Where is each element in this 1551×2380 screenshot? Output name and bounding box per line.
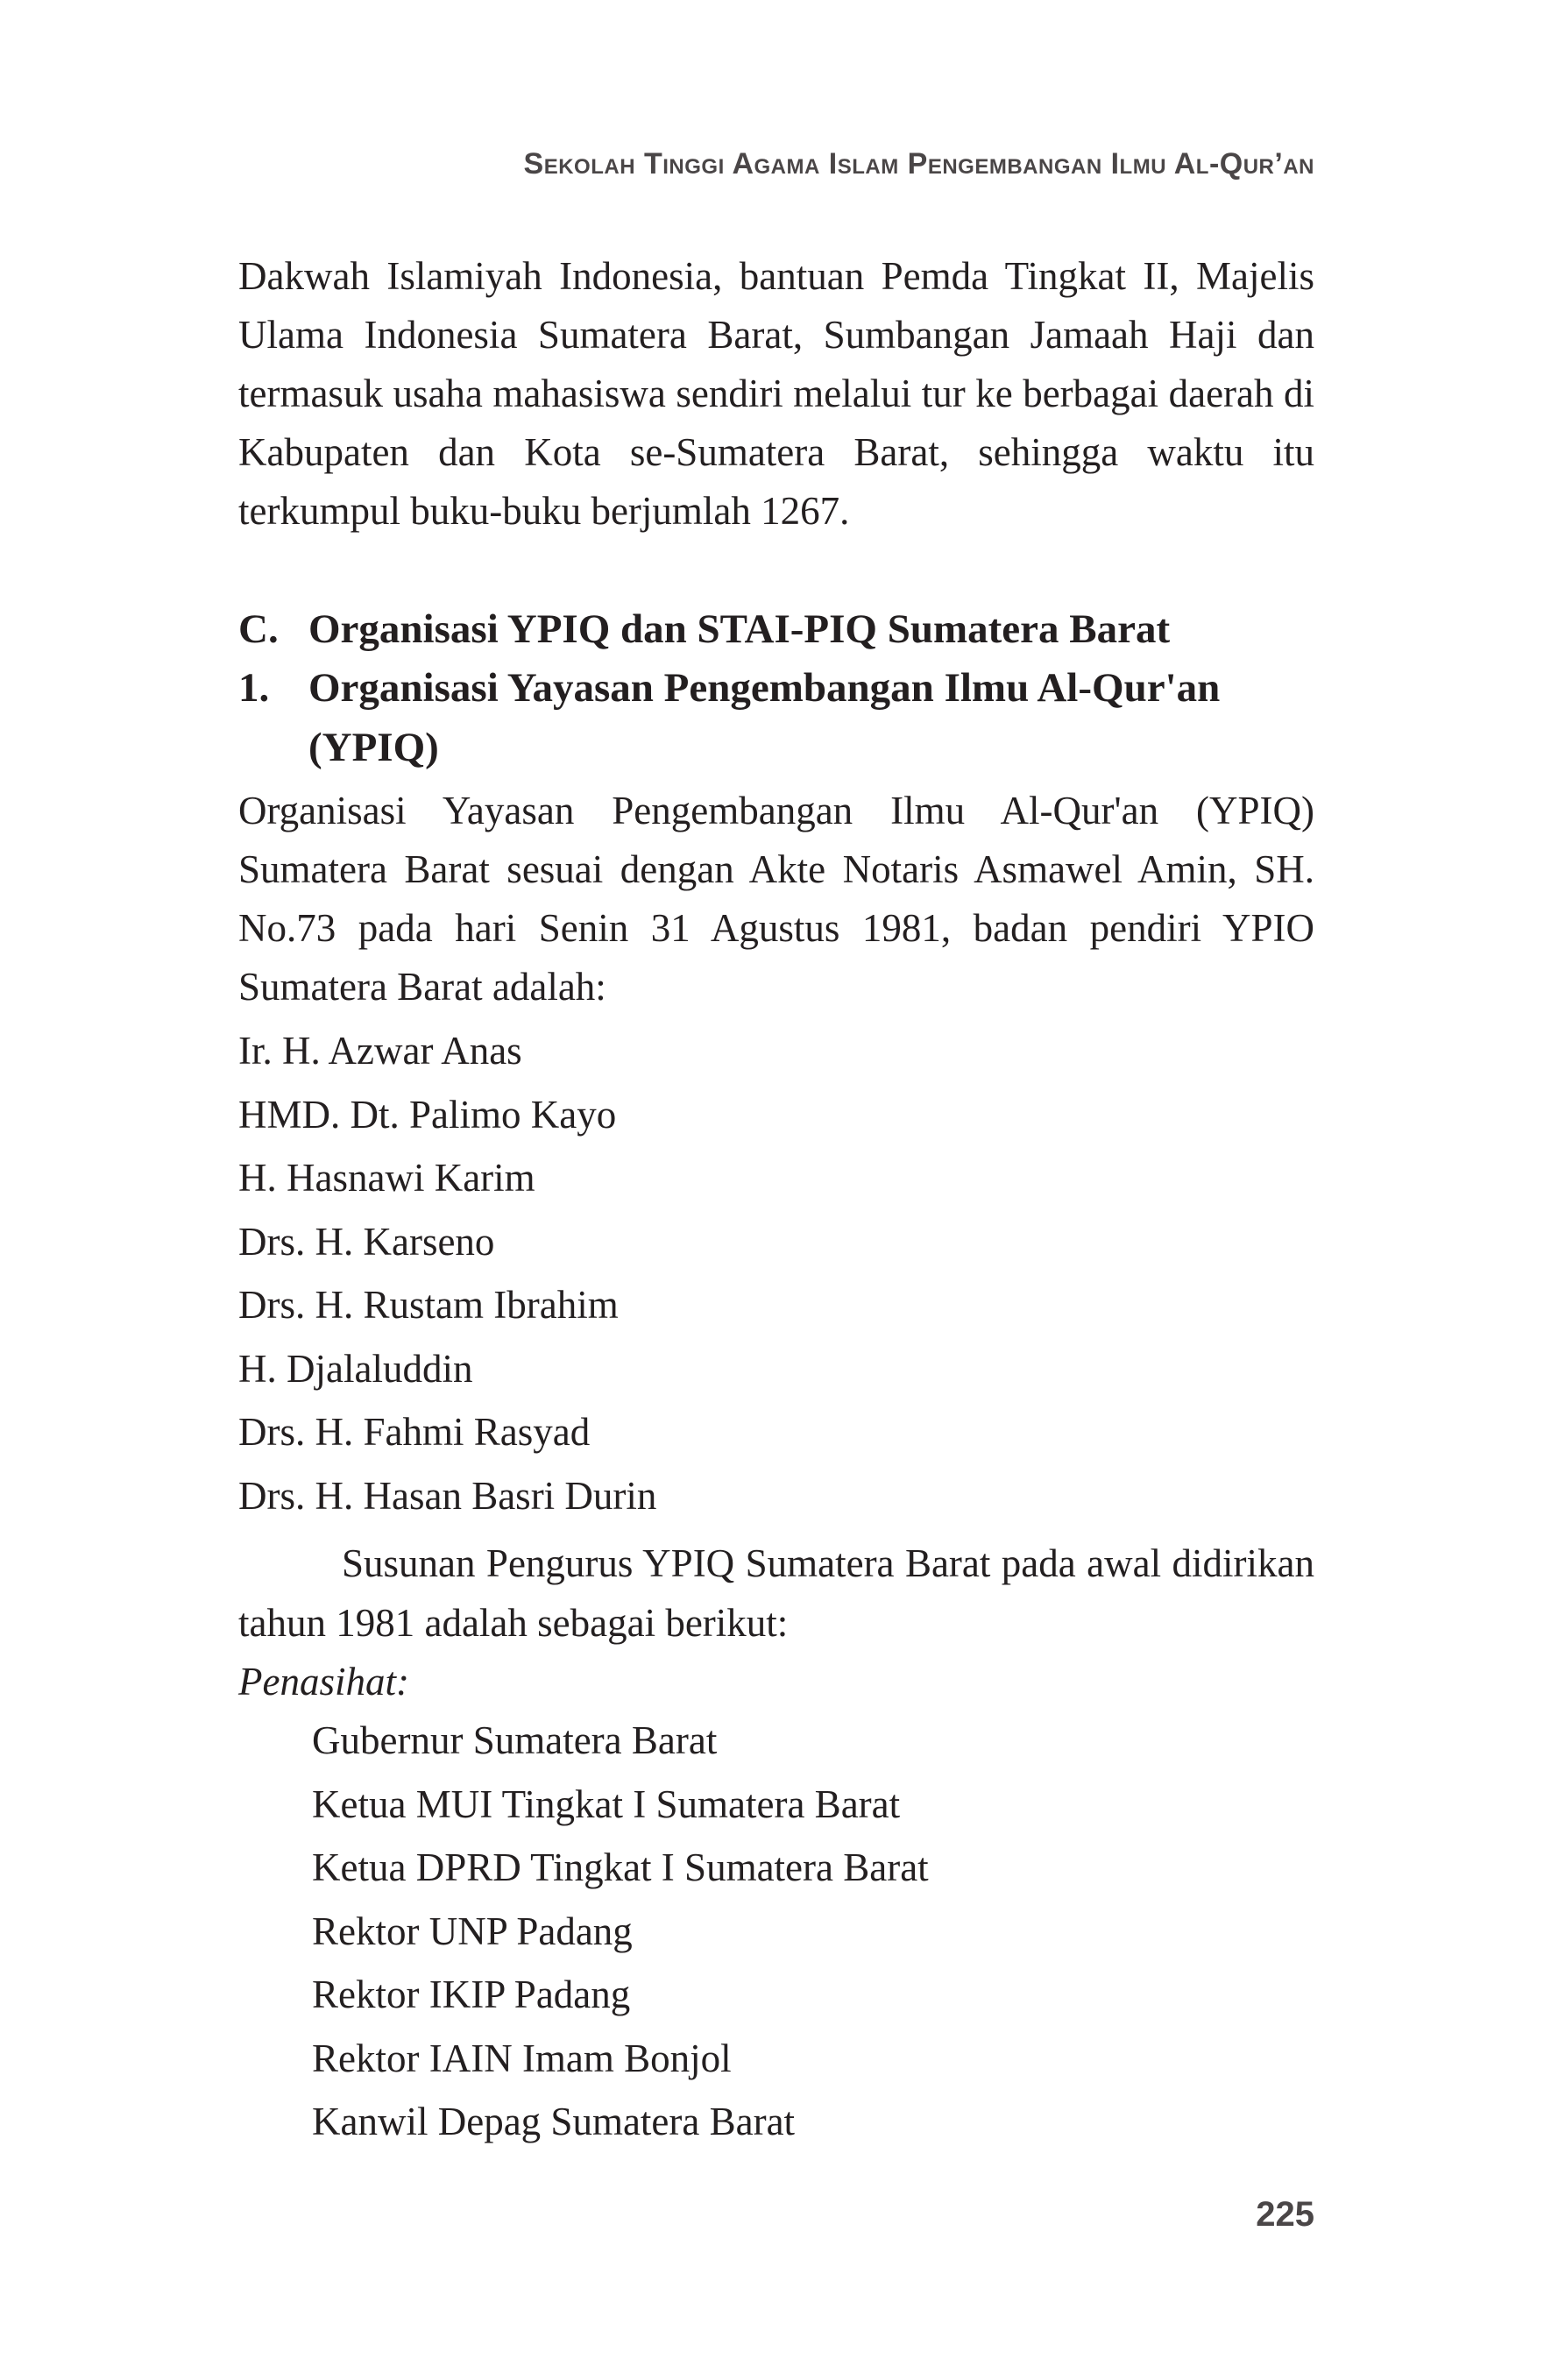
list-item: Rektor UNP Padang: [312, 1909, 633, 1953]
advisers-label: Penasihat:: [238, 1660, 409, 1704]
running-head: Sekolah Tinggi Agama Islam Pengembangan Ilmu Al-Qur’an: [523, 147, 1314, 181]
page-number: 225: [1256, 2195, 1314, 2234]
founders-list: [238, 1019, 656, 1527]
subsection-heading-1: [238, 659, 1325, 717]
list-item: Drs. H. Karseno: [238, 1219, 495, 1264]
list-item: Rektor IAIN Imam Bonjol: [312, 2036, 732, 2080]
subsection-title-line1: Organisasi Yayasan Pengembangan Ilmu Al-Qur'an: [308, 665, 1221, 711]
list-item: H. Djalaluddin: [238, 1346, 473, 1391]
subsection-title-line2: (YPIQ): [308, 725, 439, 770]
section-title: Organisasi YPIQ dan STAI-PIQ Sumatera Barat: [308, 606, 1171, 652]
list-item: Drs. H. Rustam Ibrahim: [238, 1283, 619, 1327]
paragraph-2: Organisasi Yayasan Pengembangan Ilmu Al-Qur'an (YPIQ) Sumatera Barat sesuai dengan Akte Notaris Asmawel Amin, SH. No.73 pada hari Senin 31 Agustus 1981, badan pendiri YPIO Sumatera Barat adalah:: [238, 789, 1314, 1009]
subsection-number: 1.: [238, 665, 270, 711]
section-heading-c: [238, 600, 1325, 658]
list-item: Gubernur Sumatera Barat: [312, 1718, 718, 1762]
list-item: Kanwil Depag Sumatera Barat: [312, 2100, 796, 2143]
list-item: HMD. Dt. Palimo Kayo: [238, 1092, 617, 1137]
list-item: Rektor IKIP Padang: [312, 1973, 631, 2016]
paragraph-1: Dakwah Islamiyah Indonesia, bantuan Pemda Tingkat II, Majelis Ulama Indonesia Sumatera Barat, Sumbangan Jamaah Haji dan termasuk usaha mahasiswa sendiri melalui tur ke berbagai daerah di Kabupaten dan Kota se-Sumatera Barat, sehingga waktu itu terkumpul buku-buku berjumlah 1267.: [238, 254, 1314, 533]
list-item: Ketua MUI Tingkat I Sumatera Barat: [312, 1781, 901, 1826]
list-item: H. Hasnawi Karim: [238, 1156, 535, 1200]
list-item: Drs. H. Hasan Basri Durin: [238, 1473, 657, 1518]
advisers-list: [312, 1709, 929, 2154]
list-item: Ir. H. Azwar Anas: [238, 1029, 522, 1073]
list-item: Drs. H. Fahmi Rasyad: [238, 1410, 591, 1454]
paragraph-3: Susunan Pengurus YPIQ Sumatera Barat pada awal didirikan tahun 1981 adalah sebagai berikut:: [238, 1541, 1314, 1645]
section-number: C.: [238, 606, 279, 652]
list-item: Ketua DPRD Tingkat I Sumatera Barat: [312, 1845, 929, 1889]
